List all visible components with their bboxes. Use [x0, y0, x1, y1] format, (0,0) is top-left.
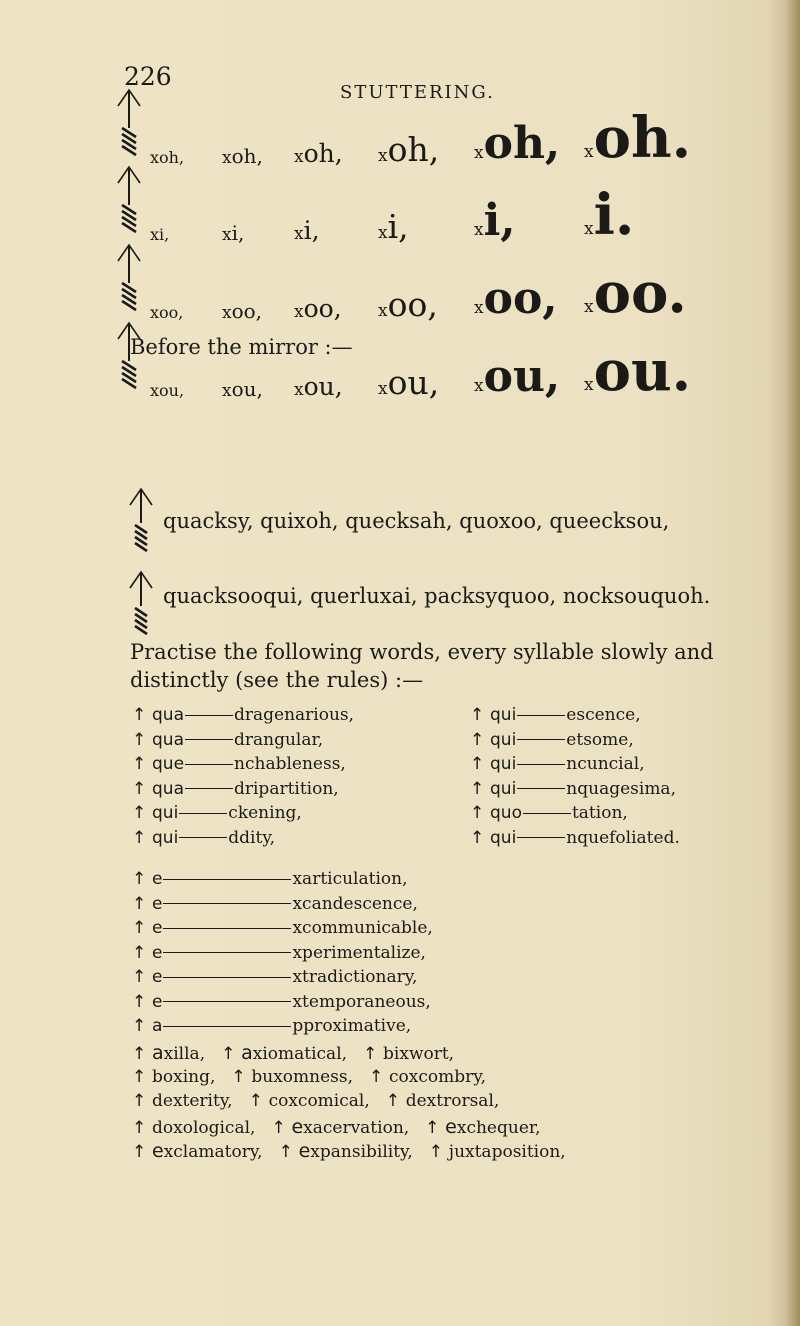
progression-item: xi,: [294, 216, 320, 245]
mirror-line: quacksooqui, querluxai, packsyquoo, nocksouquoh.: [163, 584, 711, 608]
word-entry-right: ↑ quo tation,: [470, 803, 628, 823]
marker-arrow-icon: [116, 88, 142, 158]
up-arrow-icon: ↑: [132, 1066, 147, 1087]
word-entry-left: ↑ que nchableness,: [132, 754, 346, 774]
progression-item: xoh,: [222, 144, 263, 168]
up-arrow-icon: ↑: [132, 778, 147, 799]
progression-item: xoo,: [294, 294, 342, 323]
word-entry-right: ↑ qui ncuncial,: [470, 754, 645, 774]
up-arrow-icon: ↑: [132, 754, 147, 774]
mixed-word-line: ↑ dexterity, ↑ coxcomical, ↑ dextrorsal,: [132, 1091, 500, 1111]
up-arrow-icon: ↑: [470, 778, 485, 799]
up-arrow-icon: ↑: [428, 1142, 444, 1162]
word-entry-right: ↑ qui escence,: [470, 705, 641, 725]
up-arrow-icon: ↑: [132, 869, 147, 889]
progression-item: xoo.: [584, 260, 687, 326]
word-entry-left: ↑ qua dripartition,: [132, 778, 339, 799]
up-arrow-icon: ↑: [132, 1142, 147, 1162]
marker-arrow-icon: [128, 487, 154, 555]
progression-item: xou.: [584, 338, 692, 404]
instruction-line: distinctly (see the rules) :—: [130, 668, 424, 692]
progression-item: xoo,: [474, 273, 558, 324]
up-arrow-icon: ↑: [278, 1142, 293, 1162]
progression-item: xoh,: [294, 139, 343, 168]
up-arrow-icon: ↑: [132, 991, 147, 1012]
word-entry-right: ↑ qui nquagesima,: [470, 778, 676, 799]
progression-item: xi,: [150, 225, 170, 244]
word-entry-e: ↑ e xperimentalize,: [132, 942, 426, 963]
progression-item: xi,: [378, 207, 409, 246]
progression-item: xoo,: [150, 303, 184, 322]
word-entry-e: ↑ e xarticulation,: [132, 869, 408, 889]
up-arrow-icon: ↑: [132, 1091, 147, 1111]
progression-item: xi,: [474, 195, 516, 246]
word-entry-e: ↑ e xtemporaneous,: [132, 991, 431, 1012]
up-arrow-icon: ↑: [132, 705, 147, 725]
up-arrow-icon: ↑: [132, 1117, 147, 1138]
up-arrow-icon: ↑: [231, 1066, 246, 1087]
up-arrow-icon: ↑: [470, 705, 485, 725]
word-entry-e: ↑ a pproximative,: [132, 1016, 412, 1036]
mixed-word-line: ↑ boxing, ↑ buxomness, ↑ coxcombry,: [132, 1066, 487, 1087]
word-entry-right: ↑ qui nquefoliated.: [470, 827, 680, 848]
progression-item: xoh,: [474, 118, 561, 169]
progression-item: xoh,: [150, 148, 185, 167]
progression-item: xou,: [150, 381, 185, 400]
marker-arrow-icon: [116, 243, 142, 313]
word-entry-left: ↑ qua dragenarious,: [132, 705, 355, 725]
progression-item: xi.: [584, 182, 635, 248]
instruction-line: Practise the following words, every syllable slowly and: [130, 640, 714, 664]
up-arrow-icon: ↑: [363, 1044, 378, 1064]
up-arrow-icon: ↑: [132, 1044, 147, 1064]
before-mirror-heading: Before the mirror :—: [130, 335, 353, 359]
up-arrow-icon: ↑: [425, 1117, 440, 1138]
up-arrow-icon: ↑: [470, 729, 485, 750]
progression-item: xou,: [378, 363, 440, 402]
word-entry-e: ↑ e xcommunicable,: [132, 918, 433, 938]
mixed-word-line: ↑ doxological, ↑ exacervation, ↑ exchequer,: [132, 1115, 541, 1138]
up-arrow-icon: ↑: [132, 967, 147, 987]
running-head: STUTTERING.: [340, 82, 495, 103]
up-arrow-icon: ↑: [132, 827, 147, 848]
progression-item: xou,: [222, 377, 263, 401]
page-edge: [786, 0, 800, 1326]
progression-item: xou,: [294, 372, 343, 401]
up-arrow-icon: ↑: [470, 803, 485, 823]
progression-item: xou,: [474, 351, 561, 402]
progression-item: xoo,: [378, 285, 438, 324]
up-arrow-icon: ↑: [132, 1016, 147, 1036]
marker-arrow-icon: [128, 570, 154, 638]
up-arrow-icon: ↑: [248, 1091, 263, 1111]
up-arrow-icon: ↑: [132, 729, 147, 750]
up-arrow-icon: ↑: [470, 754, 485, 774]
up-arrow-icon: ↑: [221, 1044, 236, 1064]
up-arrow-icon: ↑: [271, 1117, 286, 1138]
word-entry-right: ↑ qui etsome,: [470, 729, 634, 750]
progression-item: xoh.: [584, 105, 692, 171]
marker-arrow-icon: [116, 165, 142, 235]
progression-item: xi,: [222, 221, 245, 245]
up-arrow-icon: ↑: [470, 827, 485, 848]
up-arrow-icon: ↑: [132, 942, 147, 963]
mixed-word-line: ↑ exclamatory, ↑ expansibility, ↑ juxtaposition,: [132, 1140, 566, 1162]
progression-item: xoo,: [222, 299, 263, 323]
up-arrow-icon: ↑: [369, 1066, 384, 1087]
up-arrow-icon: ↑: [132, 918, 147, 938]
up-arrow-icon: ↑: [132, 803, 147, 823]
word-entry-left: ↑ qui ckening,: [132, 803, 302, 823]
word-entry-e: ↑ e xtradictionary,: [132, 967, 418, 987]
mixed-word-line: ↑ axilla, ↑ axiomatical, ↑ bixwort,: [132, 1042, 455, 1064]
up-arrow-icon: ↑: [385, 1091, 400, 1111]
word-entry-left: ↑ qui ddity,: [132, 827, 276, 848]
progression-item: xoh,: [378, 130, 440, 169]
up-arrow-icon: ↑: [132, 893, 147, 914]
page-number: 226: [124, 62, 172, 91]
mirror-line: quacksy, quixoh, quecksah, quoxoo, queecksou,: [163, 509, 670, 533]
word-entry-e: ↑ e xcandescence,: [132, 893, 418, 914]
word-entry-left: ↑ qua drangular,: [132, 729, 324, 750]
